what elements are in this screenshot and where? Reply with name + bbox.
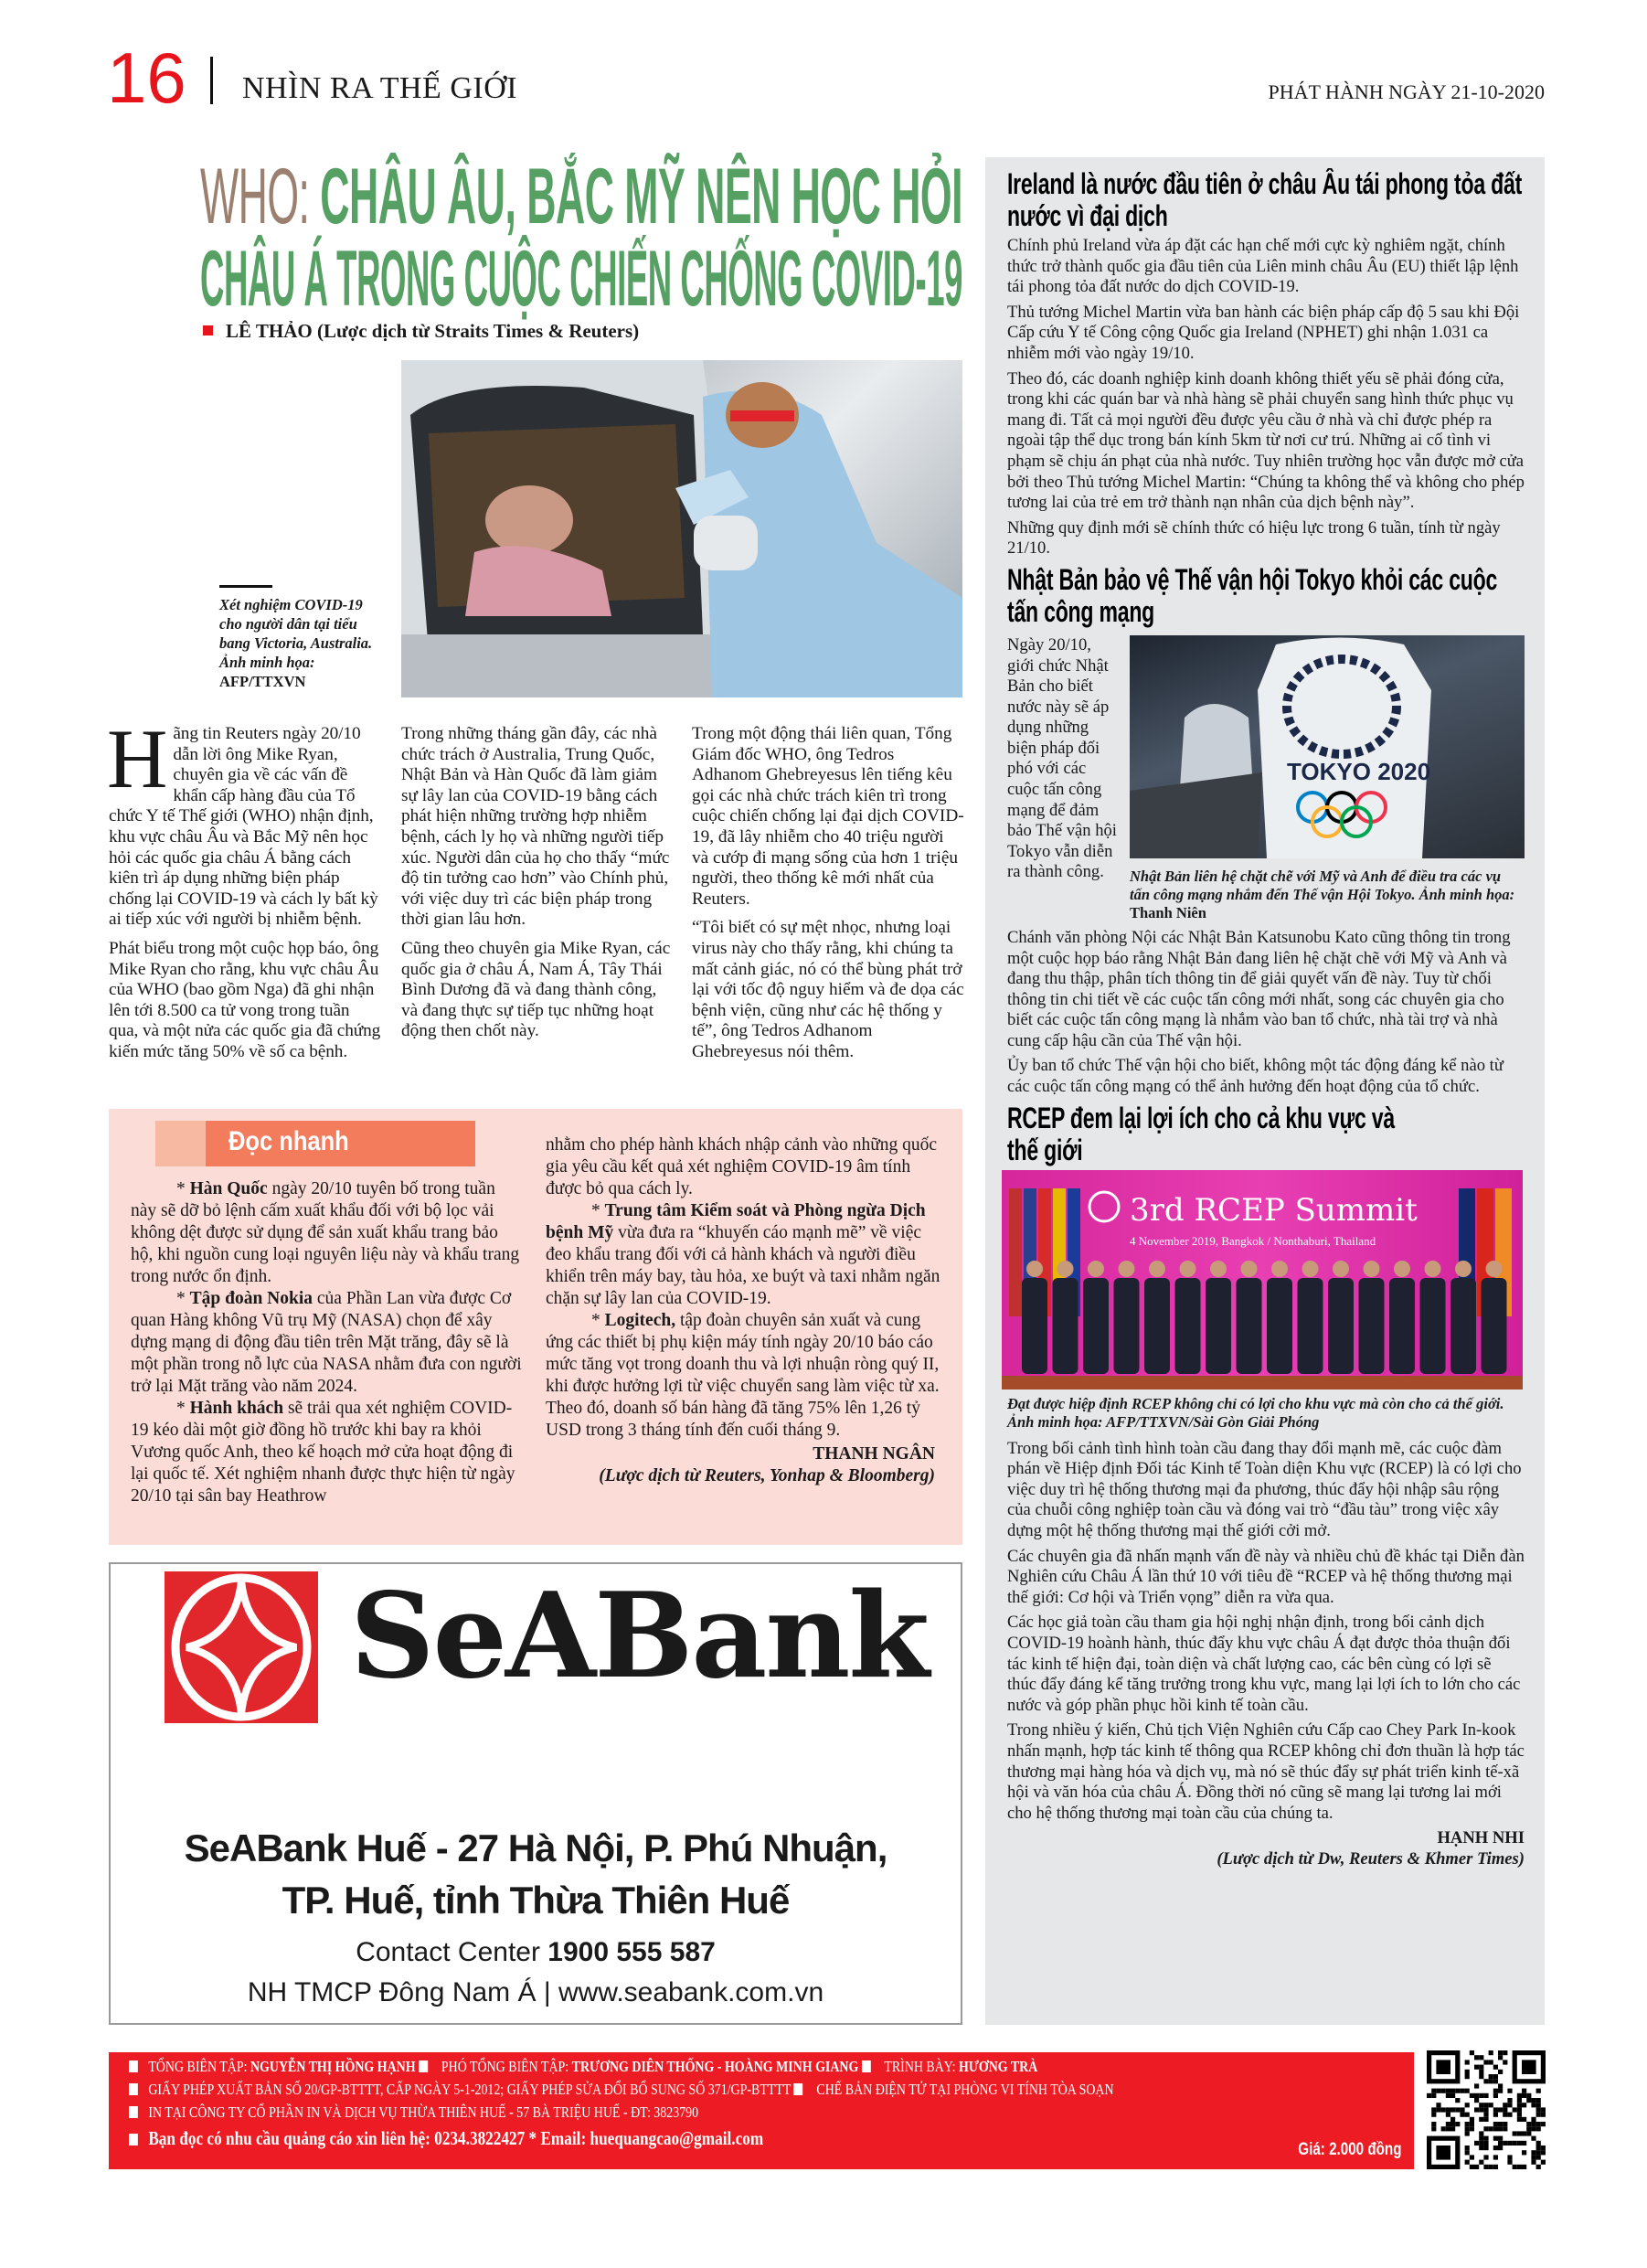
contact-number: 1900 555 587 bbox=[547, 1937, 716, 1967]
website-link[interactable]: www.seabank.com.vn bbox=[558, 1977, 824, 2007]
quick-item: * Trung tâm Kiểm soát và Phòng ngừa Dịch bệnh Mỹ vừa đưa ra “khuyến cáo mạnh mẽ” về việc đeo khẩu trang đối với cả hành khách và người điều khiển trên máy bay, tàu hỏa, xe buýt và taxi nhằm ngăn chặn sự lây lan của COVID-19. bbox=[546, 1201, 940, 1308]
footer-printer: IN TẠI CÔNG TY CỔ PHẦN IN VÀ DỊCH VỤ THỪA THIÊN HUẾ - 57 BÀ TRIỆU HUẾ - ĐT: 3823790 bbox=[129, 2103, 698, 2122]
ireland-story bbox=[1007, 168, 1525, 232]
story-paragraph: Các học giả toàn cầu tham gia hội nghị nhận định, trong bối cảnh dịch COVID-19 hoành hành, thúc đẩy khu vực châu Á đạt được thỏa thuận đối tác kinh tế hiện đại, toàn diện và chất lượng cao, các bên cùng có lợi sẽ thúc đẩy đáng kể tăng trưởng trong khu vực, mang lại lợi ích to lớn cho các nước và góp phần phục hồi kinh tế toàn cầu. bbox=[1007, 1613, 1521, 1715]
news-sidebar bbox=[985, 157, 1545, 2025]
quick-read-column-1 bbox=[131, 1178, 524, 1507]
person-silhouette bbox=[1359, 1278, 1385, 1374]
story-paragraph: Các chuyên gia đã nhấn mạnh vấn đề này và nhiều chủ đề khác tại Diễn đàn Nghiên cứu Châu Á lần thứ 10 với tiêu đề “RCEP và hệ thống thương mại thế giới: Cơ hội và Triển vọng” diễn ra vừa qua. bbox=[1007, 1546, 1525, 1607]
masthead-footer bbox=[109, 2052, 1414, 2169]
page-number: 16 bbox=[107, 37, 186, 118]
rcep-story bbox=[1007, 1102, 1525, 1166]
story-paragraph: Những quy định mới sẽ chính thức có hiệu lực trong 6 tuần, tính từ ngày 21/10. bbox=[1007, 517, 1501, 559]
person-silhouette bbox=[1114, 1278, 1140, 1374]
story-paragraph: Theo đó, các doanh nghiệp kinh doanh không thiết yếu sẽ phải đóng cửa, trong khi các quán bar và nhà hàng sẽ phải chuyển sang hình thức phục vụ mang đi. Tất cả mọi người đều được yêu cầu ở nhà và chỉ được phép ra ngoài tập thể dục trong bán kính 5km từ nơi cư trú. Những ai cố tình vi phạm sẽ chịu án phạt của nhà nước. Tuy nhiên trường học vẫn được mở cửa bởi theo Thủ tướng Michel Martin: “Chúng ta không thể và không cho phép tương lai của trẻ em trở thành nạn nhân của dịch bệnh này”. bbox=[1007, 368, 1525, 513]
seabank-wordmark: SeABank bbox=[350, 1568, 929, 1705]
footer-editors: TỔNG BIÊN TẬP: NGUYỄN THỊ HỒNG HẠNH PHÓ TỔNG BIÊN TẬP: TRƯƠNG DIÊN THỐNG - HOÀNG MINH GIANG TRÌNH BÀY: HƯƠNG TRÀ bbox=[129, 2058, 1037, 2076]
person-silhouette bbox=[1053, 1278, 1079, 1374]
person-silhouette bbox=[1389, 1278, 1415, 1374]
story-paragraph: Trong bối cảnh tình hình toàn cầu đang thay đổi mạnh mẽ, các cuộc đàm phán về Hiệp định Đối tác Kinh tế Toàn diện Khu vực (RCEP) là có lợi cho việc duy trì hệ thống thương mại đa phương, thúc đẩy hội nhập sâu rộng của chuỗi công nghiệp toàn cầu và đóng vai trò “đầu tàu” trong việc xây dựng một hệ thống thương mại thế giới cởi mở. bbox=[1007, 1438, 1522, 1541]
caption-text: Xét nghiệm COVID-19 cho người dân tại tiểu bang Victoria, Australia. Ảnh minh họa: bbox=[219, 596, 373, 671]
tokyo-2020-photo bbox=[1130, 635, 1525, 858]
person-silhouette bbox=[1298, 1278, 1323, 1374]
story-paragraph: Thủ tướng Michel Martin vừa ban hành các biện pháp cấp độ 5 sau khi Đội Cấp cứu Y tế Công cộng Quốc gia Ireland (NPHET) ghi nhận 1.031 ca nhiễm mới vào ngày 19/10. bbox=[1007, 302, 1520, 363]
contact-center: Contact Center 1900 555 587 bbox=[356, 1937, 716, 1967]
header-divider bbox=[210, 57, 213, 104]
person-silhouette bbox=[1144, 1278, 1170, 1374]
quick-read-box bbox=[109, 1109, 962, 1545]
person-silhouette bbox=[1450, 1278, 1476, 1374]
article-paragraph: Hãng tin Reuters ngày 20/10 dẫn lời ông Mike Ryan, chuyên gia về các vấn đề khẩn cấp hàng đầu của Tổ chức Y tế Thế giới (WHO) nhận định, khu vực châu Âu và Bắc Mỹ nên học hỏi các quốc gia châu Á bằng cách kiên trì áp dụng những biện pháp chống lại COVID-19 và cách ly bất kỳ ai tiếp xúc với người bị nhiễm bệnh. bbox=[107, 712, 378, 930]
quick-read-author: THANH NGÂN bbox=[813, 1444, 935, 1464]
article-paragraph: Phát biểu trong một cuộc họp báo, ông Mike Ryan cho rằng, khu vực châu Âu của WHO (bao gồm Nga) đã ghi nhận lên tới 8.500 ca tử vong trong tuần qua, và một nửa các quốc gia đã chứng kiến mức tăng 50% về số ca bệnh. bbox=[109, 938, 381, 1061]
article-headline bbox=[200, 153, 962, 323]
drop-cap: H bbox=[107, 712, 168, 805]
qr-code[interactable] bbox=[1427, 2050, 1546, 2169]
tokyo-intro: Ngày 20/10, giới chức Nhật Bản cho biết nước này sẽ áp dụng những biện pháp đối phó với các cuộc tấn công mạng để đảm bảo Thế vận hội Tokyo vẫn diễn ra thành công. bbox=[1007, 634, 1117, 882]
tokyo-story bbox=[1007, 564, 1525, 628]
quick-read-source: (Lược dịch từ Reuters, Yonhap & Bloomberg) bbox=[599, 1466, 935, 1485]
byline-text: LÊ THẢO (Lược dịch từ Straits Times & Reuters) bbox=[226, 320, 640, 342]
quick-read-column-2 bbox=[546, 1134, 948, 1487]
tokyo-2020-text: TOKYO 2020 bbox=[1287, 757, 1431, 785]
article-paragraph: Trong những tháng gần đây, các nhà chức trách ở Australia, Trung Quốc, Nhật Bản và Hàn Quốc đã làm giảm sự lây lan của COVID-19 bằng cách phát hiện những trường hợp nhiễm bệnh, cách ly họ và những người tiếp xúc. Người dân của họ cho thấy “mức độ tin tưởng cao hơn” vào Chính phủ, với việc duy trì các biện pháp trong thời gian lâu hơn. bbox=[401, 724, 670, 930]
person-silhouette bbox=[1206, 1278, 1231, 1374]
rcep-headline: RCEP đem lại lợi ích cho cả khu vực và thế giới bbox=[1007, 1102, 1395, 1166]
headline-line-1: CHÂU ÂU, BẮC MỸ NÊN HỌC HỎI bbox=[320, 153, 962, 240]
article-paragraph: Trong một động thái liên quan, Tổng Giám đốc WHO, ông Tedros Adhanom Ghebreyesus lên tiếng kêu gọi các nhà chức trách kiên trì trong cuộc chiến chống lại đại dịch COVID-19, đã lây nhiễm cho 40 triệu người và cướp đi mạng sống của hơn 1 triệu người, theo thống kê mới nhất của Reuters. bbox=[692, 724, 964, 909]
tokyo-headline: Nhật Bản bảo vệ Thế vận hội Tokyo khỏi các cuộc tấn công mạng bbox=[1007, 563, 1498, 628]
seabank-advertisement[interactable] bbox=[109, 1562, 962, 2025]
bank-info: NH TMCP Đông Nam Á | www.seabank.com.vn bbox=[247, 1977, 824, 2007]
tokyo-photo-caption: Nhật Bản liên hệ chặt chẽ với Mỹ và Anh để điều tra các vụ tấn công mạng nhắm đến Thế vận Hội Tokyo. Ảnh minh họa: Thanh Niên bbox=[1130, 867, 1515, 921]
story-paragraph: Ủy ban tổ chức Thế vận hội cho biết, không một tác động đáng kể nào từ các cuộc tấn công mạng có thể ảnh hưởng đến hoạt động của tổ chức. bbox=[1007, 1056, 1504, 1097]
story-paragraph: Chánh văn phòng Nội các Nhật Bản Katsunobu Kato cũng thông tin trong một cuộc họp báo rằng Nhật Bản đang liên hệ chặt chẽ với Mỹ và Anh và đang thu thập, phân tích thông tin để giải quyết vấn đề này. Tuy từ chối thông tin chi tiết về các cuộc tấn công mới nhất, song các chuyên gia cho biết các cuộc tấn công mạng là nhắm vào ban tổ chức, nhà tài trợ và nhà cung cấp hậu cần của Thế vận hội. bbox=[1007, 927, 1511, 1050]
headline-line-2: CHÂU Á TRONG CUỘC CHIẾN CHỐNG COVID-19 bbox=[200, 235, 962, 323]
headline-prefix: WHO: bbox=[200, 153, 321, 240]
person-silhouette bbox=[1420, 1278, 1446, 1374]
caption-rule bbox=[219, 585, 272, 588]
story-paragraph: Chính phủ Ireland vừa áp đặt các hạn chế mới cực kỳ nghiêm ngặt, chính thức trở thành quốc gia đầu tiên của Liên minh châu Âu (EU) thiết lập lệnh tái phong tỏa đất nước do dịch COVID-19. bbox=[1007, 236, 1519, 297]
footer-ad-contact: Bạn đọc có nhu cầu quảng cáo xin liên hệ: 0234.3822427 * Email: huequangcao@gmail.com bbox=[129, 2127, 763, 2150]
article-column-3 bbox=[692, 724, 964, 1071]
issue-date: PHÁT HÀNH NGÀY 21-10-2020 bbox=[1268, 80, 1545, 103]
rcep-photo-caption: Đạt được hiệp định RCEP không chỉ có lợi cho khu vực mà còn cho cả thế giới. Ảnh minh họa: AFP/TTXVN/Sài Gòn Giải Phóng bbox=[1007, 1394, 1504, 1431]
quick-item: * Hàn Quốc ngày 20/10 tuyên bố trong tuần này sẽ dỡ bỏ lệnh cấm xuất khẩu đối với bộ lọc vải không dệt được sử dụng để sản xuất khẩu trang bảo hộ, khi nguồn cung loại nguyên liệu này và khẩu trang trong nước ổn định. bbox=[131, 1179, 520, 1286]
person-silhouette bbox=[1267, 1278, 1292, 1374]
quick-item-continued: nhằm cho phép hành khách nhập cảnh vào những quốc gia yêu cầu kết quả xét nghiệm COVID-19 âm tính được bỏ qua cách ly. bbox=[546, 1135, 938, 1198]
ireland-headline: Ireland là nước đầu tiên ở châu Âu tái phong tỏa đất nước vì đại dịch bbox=[1007, 168, 1523, 232]
rcep-story-body bbox=[1007, 1439, 1525, 1870]
person-silhouette bbox=[1083, 1278, 1109, 1374]
rcep-summit-photo bbox=[1002, 1170, 1523, 1390]
branch-address: SeABank Huế - 27 Hà Nội, P. Phú Nhuận, TP. Huế, tỉnh Thừa Thiên Huế bbox=[184, 1826, 887, 1922]
rcep-banner-date: 4 November 2019, Bangkok / Nonthaburi, Thailand bbox=[1130, 1233, 1376, 1248]
person-silhouette bbox=[1328, 1278, 1354, 1374]
byline bbox=[203, 320, 639, 343]
price-label: Giá: 2.000 đồng bbox=[1297, 2140, 1401, 2159]
section-title: NHÌN RA THẾ GIỚI bbox=[242, 71, 518, 105]
caption-credit: AFP/TTXVN bbox=[219, 673, 306, 690]
story-paragraph: Trong nhiều ý kiến, Chủ tịch Viện Nghiên cứu Cấp cao Chey Park In-kook nhấn mạnh, hợp tác kinh tế thông qua RCEP không chỉ đơn thuần là hợp tác thương mại hàng hóa và dịch vụ, mà nó sẽ thúc đẩy sự phát triển kinh tế-xã hội và văn hóa của châu Á. Đồng thời nó cũng sẽ mang lại tương lai mới cho hệ thống thương mại toàn cầu của chúng ta. bbox=[1007, 1720, 1525, 1823]
sidebar-content bbox=[1007, 168, 1525, 1875]
rcep-author: HẠNH NHI bbox=[1437, 1828, 1525, 1848]
rcep-source: (Lược dịch từ Dw, Reuters & Khmer Times) bbox=[1217, 1848, 1525, 1869]
rcep-banner-title: 3rd RCEP Summit bbox=[1130, 1191, 1418, 1229]
article-paragraph: “Tôi biết có sự mệt nhọc, nhưng loại virus này cho thấy rằng, khi chúng ta mất cảnh giác, nó có thể bùng phát trở lại với tốc độ nguy hiểm và đe dọa các bệnh viện, cũng như các hệ thống y tế”, ông Tedros Adhanom Ghebreyesus nói thêm. bbox=[692, 918, 964, 1061]
quick-item: * Hành khách sẽ trải qua xét nghiệm COVID-19 kéo dài một giờ đồng hồ trước khi bay ra khỏi Vương quốc Anh, theo kế hoạch mở cửa hoạt động đi lại quốc tế. Xét nghiệm nhanh được thực hiện từ ngày 20/10 tại sân bay Heathrow bbox=[131, 1399, 515, 1506]
quick-read-title: Đọc nhanh bbox=[228, 1126, 349, 1156]
quick-item: * Logitech, tập đoàn chuyên sản xuất và cung ứng các thiết bị phụ kiện máy tính ngày 20/10 báo cáo mức tăng vọt trong doanh thu và lợi nhuận ròng quý II, khi được hưởng lợi từ việc chuyển sang làm việc từ xa. Theo đó, doanh số bán hàng đã tăng 75% lên 1,26 tỷ USD trong 3 tháng tính đến cuối tháng 9. bbox=[546, 1311, 940, 1440]
footer-license: GIẤY PHÉP XUẤT BẢN SỐ 20/GP-BTTTT, CẤP NGÀY 5-1-2012; GIẤY PHÉP SỬA ĐỔI BỔ SUNG SỐ 371/GP-BTTTT CHẾ BẢN ĐIỆN TỬ TẠI PHÒNG VI TÍNH TÒA SOẠN bbox=[129, 2081, 1114, 2099]
person-silhouette bbox=[1237, 1278, 1262, 1374]
photo-caption bbox=[219, 585, 375, 691]
person-silhouette bbox=[1175, 1278, 1201, 1374]
photo-illustration bbox=[401, 360, 962, 697]
article-paragraph: Cũng theo chuyên gia Mike Ryan, các quốc gia ở châu Á, Nam Á, Tây Thái Bình Dương đã và đang thành công, và đang thực sự tiếp tục những hoạt động then chốt này. bbox=[401, 938, 671, 1041]
quick-read-header bbox=[155, 1121, 475, 1166]
red-square-bullet bbox=[203, 325, 213, 335]
person-silhouette bbox=[1482, 1278, 1507, 1374]
article-column-1 bbox=[107, 712, 381, 1071]
covid-test-photo bbox=[401, 360, 962, 697]
quick-item: * Tập đoàn Nokia của Phần Lan vừa được Cơ quan Hàng không Vũ trụ Mỹ (NASA) chọn để xây dựng mạng di động đầu tiên trên Mặt trăng, đây sẽ là một phần trong nỗ lực của NASA nhằm đưa con người trở lại Mặt trăng vào năm 2024. bbox=[131, 1289, 522, 1396]
person-silhouette bbox=[1022, 1278, 1047, 1374]
seabank-logo-icon bbox=[165, 1571, 318, 1723]
article-column-2 bbox=[401, 724, 674, 1050]
